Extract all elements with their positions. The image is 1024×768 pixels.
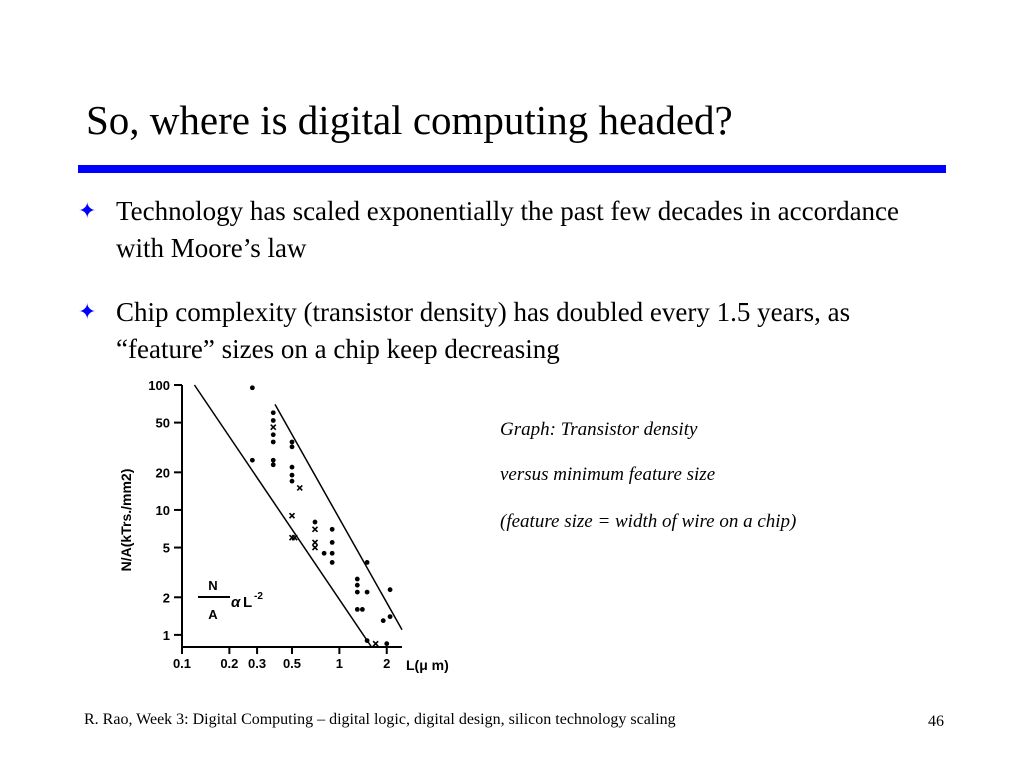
x-tick-label: 0.5 [282, 656, 302, 671]
dot-marker [388, 587, 393, 592]
dot-marker [322, 551, 327, 556]
y-tick-label: 2 [162, 590, 170, 606]
dot-marker [290, 479, 295, 484]
dot-marker [290, 473, 295, 478]
dot-marker [355, 590, 360, 595]
dot-marker [360, 607, 365, 612]
x-tick-label: 0.1 [172, 656, 192, 671]
scaling-law-annotation [198, 578, 263, 622]
y-tick-label: 10 [155, 502, 170, 518]
dot-marker [355, 577, 360, 582]
page-number: 46 [928, 713, 944, 730]
x-tick-label: 0.2 [220, 656, 239, 671]
chart-points [250, 385, 393, 646]
dot-marker [250, 385, 255, 390]
chart-caption-title: Graph: Transistor density [500, 419, 698, 440]
cross-marker [271, 425, 276, 430]
dot-marker [388, 614, 393, 619]
cross-marker [312, 545, 317, 550]
annotation-numerator: N [208, 578, 218, 593]
slide-title: So, where is digital computing headed? [86, 97, 733, 143]
dot-marker [384, 641, 389, 646]
dot-marker [271, 418, 276, 423]
chart-caption-subtitle: versus minimum feature size [500, 464, 716, 485]
dot-marker [355, 607, 360, 612]
dot-marker [381, 618, 386, 623]
dot-marker [290, 440, 295, 445]
annotation-relation: α [231, 594, 241, 611]
dot-marker [365, 590, 370, 595]
title-underline [78, 165, 946, 173]
chart-caption-note: (feature size = width of wire on a chip) [500, 511, 797, 532]
dot-marker [271, 432, 276, 437]
y-tick-label: 5 [162, 540, 170, 556]
dot-marker [330, 527, 335, 532]
dot-marker [271, 410, 276, 415]
dot-marker [250, 458, 255, 463]
dot-marker [313, 520, 318, 525]
cross-marker [373, 641, 378, 646]
y-tick-label: 20 [155, 465, 170, 481]
scaling-bound-lines [194, 385, 402, 647]
bound-line [194, 385, 371, 647]
x-tick-label: 0.3 [248, 656, 267, 671]
x-tick-label: 2 [383, 656, 391, 671]
cross-marker [297, 485, 302, 490]
annotation-exponent: -2 [254, 591, 263, 602]
dot-marker [355, 583, 360, 588]
dot-marker [330, 540, 335, 545]
four-pointed-star-icon: ✦ [78, 300, 97, 325]
dot-marker [330, 551, 335, 556]
dot-marker [271, 440, 276, 445]
x-axis-label: L(μ m) [406, 657, 449, 673]
dot-marker [365, 560, 370, 565]
cross-marker [290, 513, 295, 518]
y-tick-label: 50 [155, 415, 170, 431]
chart-axes [148, 378, 402, 671]
dot-marker [290, 444, 295, 449]
dot-marker [290, 465, 295, 470]
annotation-denominator: A [208, 607, 218, 622]
four-pointed-star-icon: ✦ [78, 199, 97, 224]
dot-marker [365, 638, 370, 643]
cross-marker [312, 540, 317, 545]
bullet-text: Chip complexity (transistor density) has doubled every 1.5 years, as “feature” sizes on a chip keep decreasing [116, 297, 851, 364]
cross-marker [312, 527, 317, 532]
slide-footer: R. Rao, Week 3: Digital Computing – digital logic, digital design, silicon technology scaling [84, 711, 676, 728]
dot-marker [330, 560, 335, 565]
x-tick-label: 1 [335, 656, 343, 671]
dot-marker [271, 458, 276, 463]
dot-marker [271, 462, 276, 467]
y-axis-label: N/A(kTrs./mm2) [118, 468, 134, 572]
y-tick-label: 100 [148, 378, 170, 393]
y-tick-label: 1 [162, 627, 170, 643]
annotation-base: L [243, 594, 253, 611]
transistor-density-chart [112, 375, 482, 680]
bullet-text: Technology has scaled exponentially the past few decades in accordance with Moore’s law [116, 196, 900, 263]
